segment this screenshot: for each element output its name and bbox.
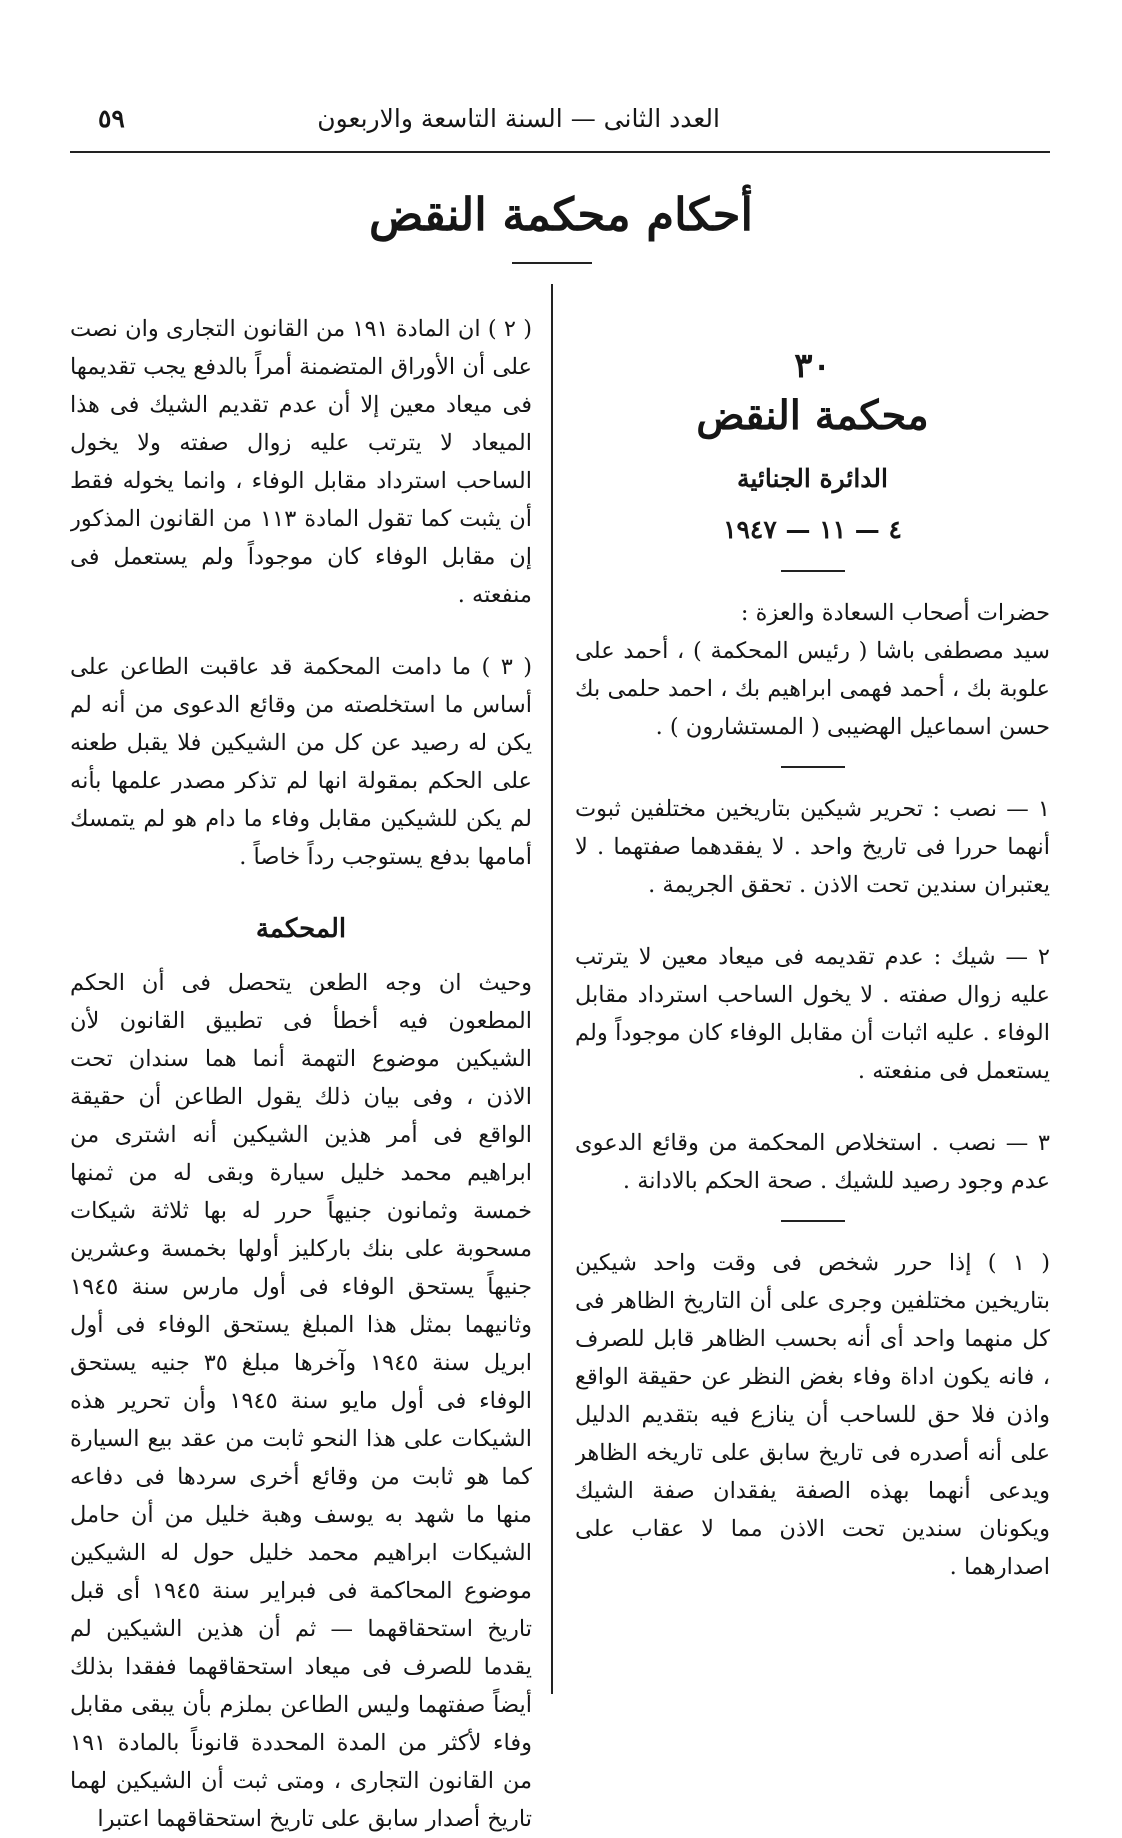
- court-name: محكمة النقض: [696, 392, 929, 439]
- left-column: [70, 310, 532, 1838]
- column-divider: [551, 284, 553, 1694]
- ruling-date: ٤ — ١١ — ١٩٤٧: [723, 515, 902, 544]
- principle-2: ٢ — شيك : عدم تقديمه فى ميعاد معين لا يترتب عليه زوال صفته . لا يخول الساحب استرداد مقابل الوفاء . عليه اثبات أن مقابل الوفاء كان موجوداً ولم يستعمل فى منفعته .: [575, 944, 1050, 1084]
- issue-title: العدد الثانى — السنة التاسعة والاربعون: [317, 104, 720, 133]
- main-title: أحكام محكمة النقض: [369, 188, 753, 241]
- panel-members: سيد مصطفى باشا ( رئيس المحكمة ) ، أحمد على علوبة بك ، أحمد فهمى ابراهيم بك ، احمد حلمى بك حسن اسماعيل الهضيبى ( المستشارون ) .: [575, 638, 1050, 740]
- section-heading: المحكمة: [255, 914, 347, 944]
- principle-3: ٣ — نصب . استخلاص المحكمة من وقائع الدعوى عدم وجود رصيد للشيك . صحة الحكم بالادانة .: [575, 1130, 1050, 1194]
- header-rule: [70, 151, 1050, 153]
- ruling-3: ( ٣ ) ما دامت المحكمة قد عاقبت الطاعن على أساس ما استخلصته من وقائع الدعوى من أنه لم يكن له رصيد عن كل من الشيكين فلا يقبل طعنه على الحكم بمقولة انها لم تذكر مصدر علمها بأنه لم يكن للشيكين مقابل وفاء ما دام هو لم يتمسك أمامها بدفع يستوجب رداً خاصاً .: [70, 654, 532, 870]
- case-number: ٣٠: [794, 346, 831, 386]
- title-rule: [512, 262, 592, 264]
- panel-intro: حضرات أصحاب السعادة والعزة :: [740, 600, 1050, 626]
- judgment-body: وحيث ان وجه الطعن يتحصل فى أن الحكم المطعون فيه أخطأ فى تطبيق القانون لأن الشيكين موضوع التهمة أنما هما سندان تحت الاذن ، وفى بيان ذلك يقول الطاعن أن حقيقة الواقع فى أمر هذين الشيكين أنه اشترى من ابراهيم محمد خليل سيارة وبقى له من ثمنها خمسة وثمانون جنيهاً حرر له بها ثلاثة شيكات مسحوبة على بنك باركليز أولها بخمسة وعشرين جنيهاً يستحق الوفاء فى أول مارس سنة ١٩٤٥ وثانيهما بمثل هذا المبلغ يستحق الوفاء فى أول ابريل سنة ١٩٤٥ وآخرها مبلغ ٣٥ جنيه يستحق الوفاء فى أول مايو سنة ١٩٤٥ وأن تحرير هذه الشيكات على هذا النحو ثابت من عقد بيع السيارة كما هو ثابت من وقائع أخرى سردها فى دفاعه منها ما شهد به يوسف وهبة خليل من أن حامل الشيكات ابراهيم محمد خليل حول له الشيكين موضوع المحاكمة فى فبراير سنة ١٩٤٥ أى قبل تاريخ استحقاقهما — ثم أن هذين الشيكين لم يقدما للصرف فى ميعاد استحقاقهما ففقدا بذلك أيضاً صفتهما وليس الطاعن بملزم بأن يبقى مقابل وفاء لأكثر من المدة المحددة قانوناً بالمادة ١٩١ من القانون التجارى ، ومتى ثبت أن الشيكين لهما تاريخ أصدار سابق على تاريخ استحقاقهما اعتبرا: [70, 970, 532, 1832]
- ruling-1: ( ١ ) إذا حرر شخص فى وقت واحد شيكين بتاريخين مختلفين وجرى على أن التاريخ الظاهر فى كل منهما واحد أى أنه بحسب الظاهر قابل للصرف ، فانه يكون اداة وفاء بغض النظر عن حقيقة الواقع واذن فلا حق للساحب أن ينازع فيه بتقديم الدليل على أنه أصدره فى تاريخ سابق على تاريخه الظاهر ويدعى أنهما بهذه الصفة يفقدان صفة الشيك ويكونان سندين تحت الاذن مما لا عقاب على اصدارهما .: [575, 1250, 1050, 1580]
- section-rule: [781, 570, 845, 572]
- page-number: ٥٩: [98, 104, 125, 133]
- ruling-2: ( ٢ ) ان المادة ١٩١ من القانون التجارى وان نصت على أن الأوراق المتضمنة أمراً بالدفع يجب تقديمها فى ميعاد معين إلا أن عدم تقديم الشيك فى هذا الميعاد لا يترتب عليه زوال صفته ولا يخول الساحب استرداد مقابل الوفاء ، وانما يخوله فقط أن يثبت كما تقول المادة ١١٣ من القانون المذكور إن مقابل الوفاء كان موجوداً ولم يستعمل فى منفعته .: [70, 316, 532, 608]
- right-column: [575, 308, 1050, 1586]
- principle-1: ١ — نصب : تحرير شيكين بتاريخين مختلفين ثبوت أنهما حررا فى تاريخ واحد . لا يفقدهما صفتهما . لا يعتبران سندين تحت الاذن . تحقق الجريمة .: [575, 796, 1050, 898]
- page-header: [70, 104, 1050, 144]
- section-rule: [781, 766, 845, 768]
- circuit-name: الدائرة الجنائية: [737, 464, 888, 493]
- section-rule: [781, 1220, 845, 1222]
